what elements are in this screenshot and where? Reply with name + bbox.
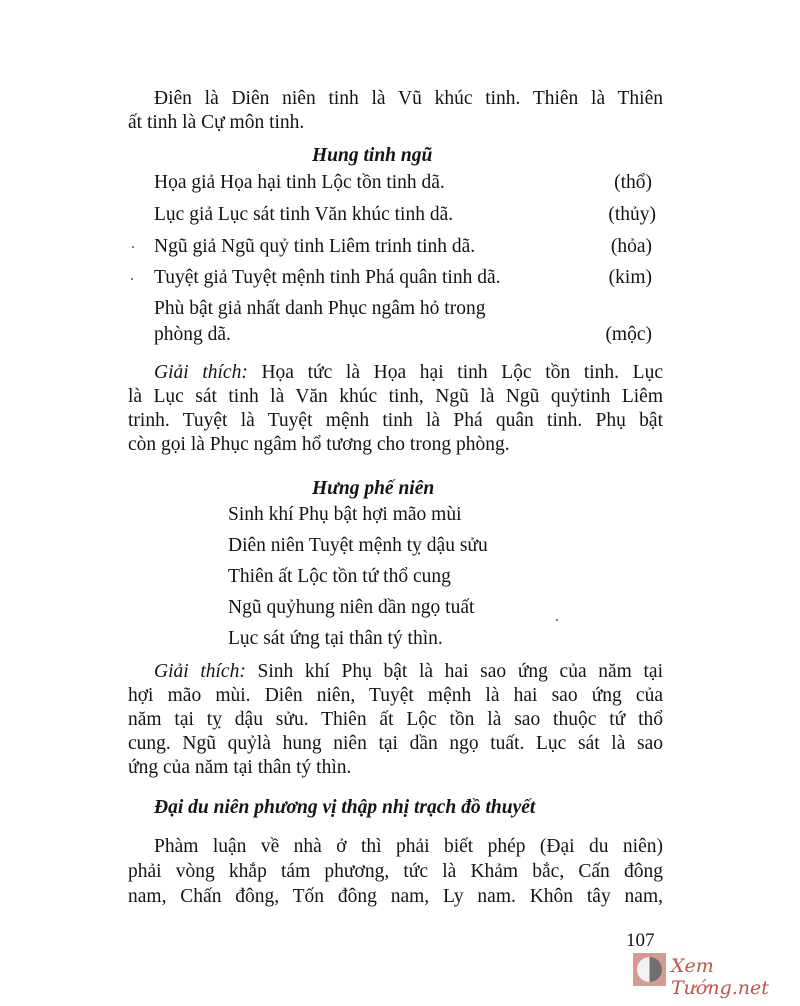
verse-line xyxy=(154,236,652,258)
explanation-line xyxy=(154,661,663,683)
verse-text: Ngũ giả Ngũ quỷ tinh Liêm trinh tinh dã. xyxy=(154,236,476,257)
verse-text: Lục giả Lục sát tinh Văn khúc tinh dã. xyxy=(154,204,454,225)
verse-line xyxy=(154,298,652,320)
verse-text: Tuyệt giả Tuyệt mệnh tinh Phá quân tinh dã. xyxy=(154,267,501,288)
verse-line xyxy=(154,267,652,289)
paragraph-line: Điên là Diên niên tinh là Vũ khúc tinh. Thiên là Thiên xyxy=(154,88,663,109)
scan-speck xyxy=(556,619,558,621)
poem-line: Diên niên Tuyệt mệnh tỵ dậu sửu xyxy=(228,535,488,556)
verse-line xyxy=(154,172,652,194)
verse-element: (mộc) xyxy=(605,324,652,345)
verse-element: (thổ) xyxy=(614,172,652,193)
explanation-line: hợi mão mùi. Diên niên, Tuyệt mệnh là hai sao ứng của xyxy=(128,685,663,706)
watermark-logo xyxy=(633,953,793,999)
poem-line: Sinh khí Phụ bật hợi mão mùi xyxy=(228,504,462,525)
verse-line xyxy=(154,324,652,346)
watermark-text: Xem Tướng.net xyxy=(671,955,769,999)
poem-line: Thiên ất Lộc tồn tứ thổ cung xyxy=(228,566,451,587)
section-heading: Hung tinh ngũ xyxy=(312,145,433,166)
poem-line: Lục sát ứng tại thân tý thìn. xyxy=(228,628,443,649)
verse-element: (hỏa) xyxy=(610,236,652,257)
verse-text: phòng dã. xyxy=(154,324,231,345)
explanation-label: Giải thích: xyxy=(154,362,248,383)
scan-speck xyxy=(131,278,133,280)
page-number: 107 xyxy=(626,930,655,951)
verse-line xyxy=(154,204,656,226)
poem-line: Ngũ quỷhung niên dần ngọ tuất xyxy=(228,597,475,618)
verse-element: (kim) xyxy=(608,267,652,288)
verse-text: Phù bật giả nhất danh Phục ngâm hỏ trong xyxy=(154,298,486,319)
explanation-line: là Lục sát tinh là Văn khúc tinh, Ngũ là Ngũ quỷtinh Liêm xyxy=(128,386,663,407)
explanation-text: Sinh khí Phụ bật là hai sao ứng của năm tại xyxy=(245,661,663,682)
scan-speck xyxy=(132,246,134,248)
paragraph-line: nam, Chấn đông, Tốn đông nam, Ly nam. Khôn tây nam, xyxy=(128,886,663,907)
explanation-line: ứng của năm tại thân tý thìn. xyxy=(128,757,352,778)
section-heading: Hưng phế niên xyxy=(312,478,435,499)
paragraph-line: phải vòng khắp tám phương, tức là Khảm bắc, Cấn đông xyxy=(128,861,663,882)
explanation-line: còn gọi là Phục ngâm hổ tương cho trong phòng. xyxy=(128,434,510,455)
explanation-text: Họa tức là Họa hại tinh Lộc tồn tinh. Lục xyxy=(247,362,663,383)
paragraph-line: Phàm luận về nhà ở thì phải biết phép (Đại du niên) xyxy=(154,836,663,857)
explanation-label: Giải thích: xyxy=(154,661,246,682)
verse-element: (thủy) xyxy=(608,204,656,225)
verse-text: Họa giả Họa hại tinh Lộc tồn tinh dã. xyxy=(154,172,445,193)
yin-yang-icon xyxy=(633,953,666,986)
explanation-line: năm tại tỵ dậu sửu. Thiên ất Lộc tồn là sao thuộc tứ thổ xyxy=(128,709,663,730)
explanation-line xyxy=(154,362,663,384)
paragraph-line: ất tinh là Cự môn tinh. xyxy=(128,112,305,133)
explanation-line: cung. Ngũ quỷlà hung niên tại dần ngọ tuất. Lục sát là sao xyxy=(128,733,663,754)
section-heading: Đại du niên phương vị thập nhị trạch đồ thuyết xyxy=(154,797,536,818)
explanation-line: trinh. Tuyệt là Tuyệt mệnh tinh là Phá quân tinh. Phụ bật xyxy=(128,410,663,431)
